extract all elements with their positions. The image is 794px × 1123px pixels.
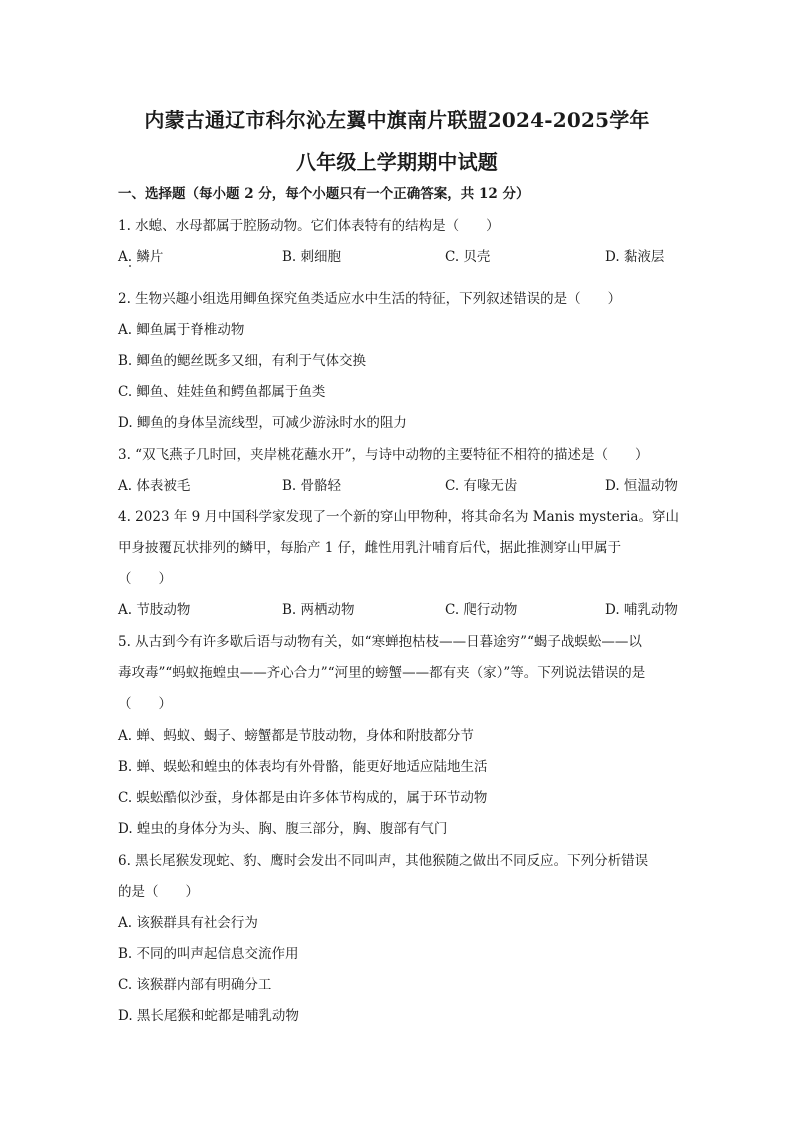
question-5-option-a: A. 蝉、蚂蚁、蝎子、螃蟹都是节肢动物，身体和附肢都分节 [118,728,474,744]
question-6-option-a: A. 该猴群具有社会行为 [118,915,258,931]
question-6-option-d: D. 黑长尾猴和蛇都是哺乳动物 [118,1008,299,1024]
question-2-stem: 2. 生物兴趣小组选用鲫鱼探究鱼类适应水中生活的特征，下列叙述错误的是（ ） [118,291,622,307]
question-5-option-b: B. 蝉、蜈蚣和蝗虫的体表均有外骨骼，能更好地适应陆地生活 [118,759,488,775]
question-2-option-d: D. 鲫鱼的身体呈流线型，可减少游泳时水的阻力 [118,415,407,431]
question-1-option-b: B. 刺细胞 [282,249,342,265]
question-6-option-b: B. 不同的叫声起信息交流作用 [118,946,299,962]
question-5-stem-line-2: 毒攻毒”“蚂蚁拖蝗虫——齐心合力”“河里的螃蟹——都有夹（家）”等。下列说法错误的是 [118,665,646,681]
question-5-option-c: C. 蜈蚣酷似沙蚕，身体都是由许多体节构成的，属于环节动物 [118,790,488,806]
question-2-option-c: C. 鲫鱼、娃娃鱼和鳄鱼都属于鱼类 [118,384,326,400]
question-3-stem: 3. “双飞燕子几时回，夹岸桃花蘸水开”，与诗中动物的主要特征不相符的描述是（ ） [118,447,649,463]
scan-speck [129,265,131,267]
question-3-option-d: D. 恒温动物 [605,478,678,494]
question-6-stem-line-2: 的是（ ） [118,884,199,900]
question-1-stem: 1. 水螅、水母都属于腔肠动物。它们体表特有的结构是（ ） [118,218,500,234]
question-5-option-d: D. 蝗虫的身体分为头、胸、腹三部分，胸、腹部有气门 [118,821,448,837]
exam-title: 内蒙古通辽市科尔沁左翼中旗南片联盟2024-2025学年 [144,108,650,132]
question-4-option-b: B. 两栖动物 [282,602,355,618]
question-5-stem-line-1: 5. 从古到今有许多歇后语与动物有关，如“寒蝉抱枯枝——日暮途穷”“蝎子战蜈蚣——以 [118,634,642,650]
question-3-options [118,477,676,495]
question-6-stem-line-1: 6. 黑长尾猴发现蛇、豹、鹰时会发出不同叫声，其他猴随之做出不同反应。下列分析错误 [118,853,649,869]
exam-subtitle: 八年级上学期期中试题 [296,150,498,174]
question-4-stem-line-2: 甲身披覆瓦状排列的鳞甲，每胎产 1 仔，雌性用乳汁哺育后代，据此推测穿山甲属于 [118,540,622,556]
question-1-option-a: A. 鳞片 [118,249,164,265]
question-4-option-c: C. 爬行动物 [445,602,518,618]
question-1-option-c: C. 贝壳 [445,249,491,265]
question-3-option-a: A. 体表被毛 [118,478,191,494]
question-4-stem-line-1: 4. 2023 年 9 月中国科学家发现了一个新的穿山甲物种，将其命名为 Manis mysteria。穿山 [118,509,679,525]
question-5-answer-blank: （ ） [118,696,172,712]
question-3-option-b: B. 骨骼轻 [282,478,342,494]
question-1-option-d: D. 黏液层 [605,249,665,265]
question-4-option-a: A. 节肢动物 [118,602,191,618]
question-1-options [118,248,676,266]
question-2-option-a: A. 鲫鱼属于脊椎动物 [118,322,245,338]
question-4-options [118,601,676,619]
section-header-choice: 一、选择题（每小题 2 分，每个小题只有一个正确答案，共 12 分） [118,186,530,202]
question-4-answer-blank: （ ） [118,571,172,587]
question-2-option-b: B. 鲫鱼的鳃丝既多又细，有利于气体交换 [118,353,367,369]
question-6-option-c: C. 该猴群内部有明确分工 [118,977,272,993]
question-4-option-d: D. 哺乳动物 [605,602,678,618]
question-3-option-c: C. 有喙无齿 [445,478,518,494]
